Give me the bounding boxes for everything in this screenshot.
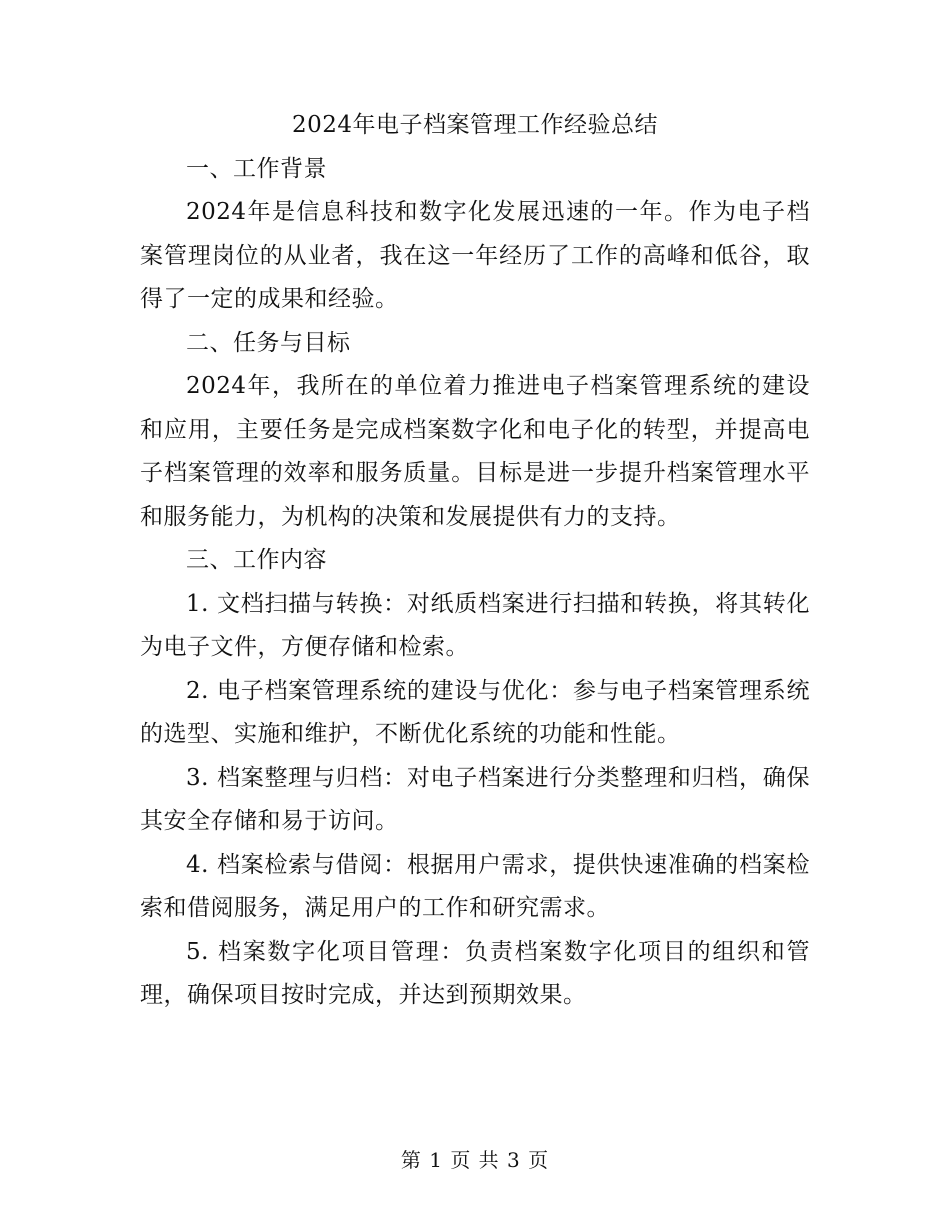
page-number-footer: 第 1 页 共 3 页 xyxy=(400,1148,550,1172)
paragraph-background: 2024年是信息科技和数字化发展迅速的一年。作为电子档案管理岗位的从业者，我在这一年经历了工作的高峰和低谷，取得了一定的成果和经验。 xyxy=(140,199,810,312)
list-item-system: 2. 电子档案管理系统的建设与优化：参与电子档案管理系统的选型、实施和维护，不断优化系统的功能和性能。 xyxy=(140,677,810,747)
document-body xyxy=(140,104,810,1018)
list-item-retrieval: 4. 档案检索与借阅：根据用户需求，提供快速准确的档案检索和借阅服务，满足用户的工作和研究需求。 xyxy=(140,851,810,921)
paragraph-tasks: 2024年，我所在的单位着力推进电子档案管理系统的建设和应用，主要任务是完成档案数字化和电子化的转型，并提高电子档案管理的效率和服务质量。目标是进一步提升档案管理水平和服务能力，为机构的决策和发展提供有力的支持。 xyxy=(140,373,810,530)
section-heading-background: 一、工作背景 xyxy=(186,155,327,182)
section-heading-tasks: 二、任务与目标 xyxy=(186,329,351,356)
list-item-project: 5. 档案数字化项目管理：负责档案数字化项目的组织和管理，确保项目按时完成，并达到预期效果。 xyxy=(140,938,810,1008)
section-heading-content: 三、工作内容 xyxy=(186,547,327,573)
list-item-archiving: 3. 档案整理与归档：对电子档案进行分类整理和归档，确保其安全存储和易于访问。 xyxy=(140,764,810,834)
list-item-scanning: 1. 文档扫描与转换：对纸质档案进行扫描和转换，将其转化为电子文件，方便存储和检索。 xyxy=(140,590,810,660)
document-title: 2024年电子档案管理工作经验总结 xyxy=(291,112,659,138)
